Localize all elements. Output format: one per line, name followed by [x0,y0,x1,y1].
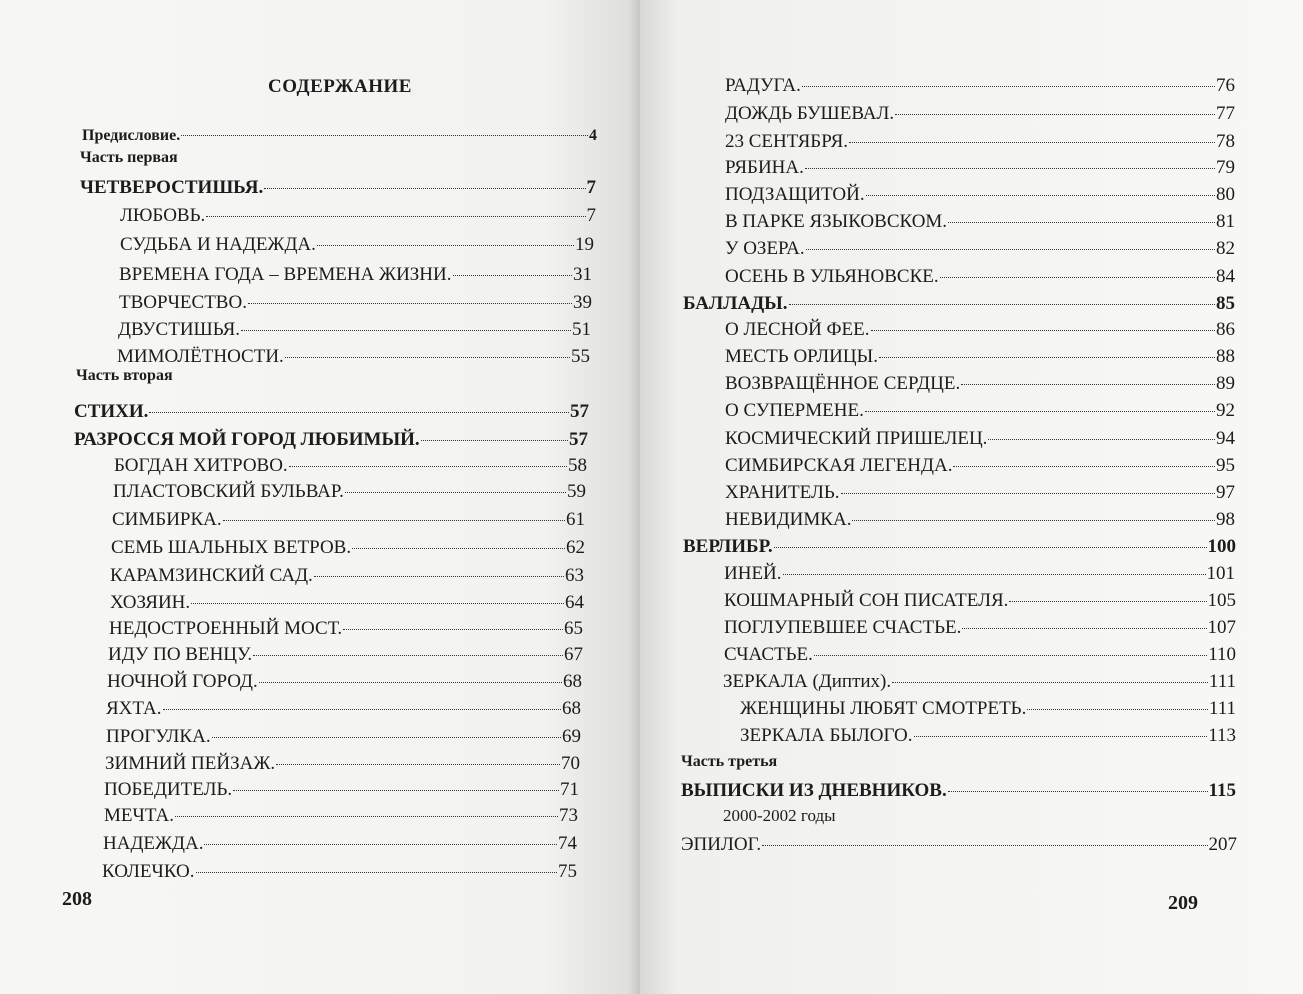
entry-title: ИДУ ПО ВЕНЦУ. [108,644,253,665]
entry-page-number: 84 [1216,266,1235,287]
entry-page-number: 101 [1206,563,1235,584]
toc-title: СОДЕРЖАНИЕ [268,76,412,97]
dot-leader [940,258,1215,278]
entry-page-number: 92 [1216,400,1235,421]
entry-page-number: 69 [562,726,581,747]
toc-entry [740,721,1236,747]
dot-leader [352,529,565,549]
entry-page-number: 7 [586,177,596,198]
dot-leader [802,67,1215,87]
toc-entry [681,830,1237,856]
entry-title: ЧЕТВЕРОСТИШЬЯ. [80,177,264,198]
entry-title: ЗЕРКАЛА БЫЛОГО. [740,725,913,746]
entry-title: ВОЗВРАЩЁННОЕ СЕРДЦЕ. [725,373,961,394]
entry-page-number: 110 [1208,644,1236,665]
dot-leader [241,311,571,331]
toc-entry [102,857,577,883]
dot-leader [948,772,1208,792]
entry-page-number: 61 [566,509,585,530]
entry-page-number: 76 [1216,75,1235,96]
entry-page-number: 113 [1208,725,1236,746]
dot-leader [914,717,1208,737]
dot-leader [1009,582,1206,602]
dot-leader [276,745,560,765]
entry-page-number: 95 [1216,455,1235,476]
entry-title: ВЕРЛИБР. [683,536,773,557]
dot-leader [181,116,588,136]
entry-page-number: 39 [573,292,592,313]
toc-subtitle: 2000-2002 годы [723,806,836,825]
entry-title: 23 СЕНТЯБРЯ. [725,131,849,152]
entry-page-number: 57 [570,401,589,422]
entry-title: ОСЕНЬ В УЛЬЯНОВСКЕ. [725,266,939,287]
entry-title: НАДЕЖДА. [103,833,204,854]
entry-title: СТИХИ. [74,401,149,422]
right-page [640,0,1303,994]
entry-page-number: 65 [564,618,583,639]
entry-page-number: 55 [571,346,590,367]
dot-leader [289,447,567,467]
entry-title: БОГДАН ХИТРОВО. [114,455,288,476]
toc-entry [120,201,596,227]
entry-page-number: 64 [565,592,584,613]
toc-entry [82,120,597,146]
entry-page-number: 97 [1216,482,1235,503]
entry-title: РЯБИНА. [725,157,804,178]
entry-page-number: 107 [1207,617,1236,638]
entry-title: ПРОГУЛКА. [106,726,211,747]
entry-title: СЧАСТЬЕ. [724,644,813,665]
dot-leader [849,123,1215,143]
entry-title: КОШМАРНЫЙ СОН ПИСАТЕЛЯ. [724,590,1009,611]
entry-page-number: 58 [568,455,587,476]
entry-title: ЗЕРКАЛА (Диптих). [723,671,892,692]
dot-leader [253,636,563,656]
toc-entry [725,234,1235,260]
toc-entry [117,342,590,368]
entry-page-number: 73 [559,805,578,826]
dot-leader [961,365,1215,385]
toc-entry [725,71,1235,97]
entry-page-number: 4 [589,127,597,144]
dot-leader [421,421,568,441]
entry-page-number: 59 [567,481,586,502]
entry-title: ДВУСТИШЬЯ. [118,319,241,340]
toc-entry [120,230,594,256]
dot-leader [196,853,558,873]
entry-title: ЖЕНЩИНЫ ЛЮБЯТ СМОТРЕТЬ. [740,698,1027,719]
dot-leader [248,284,572,304]
entry-title: ХРАНИТЕЛЬ. [725,482,840,503]
toc-entry [111,533,585,559]
entry-title: ПОДЗАЩИТОЙ. [725,184,865,205]
dot-leader [892,663,1208,683]
entry-page-number: 86 [1216,319,1235,340]
dot-leader [814,636,1207,656]
entry-title: ПОГЛУПЕВШЕЕ СЧАСТЬЕ. [724,617,962,638]
dot-leader [175,797,558,817]
dot-leader [453,256,573,276]
dot-leader [852,501,1215,521]
entry-title: ВРЕМЕНА ГОДА – ВРЕМЕНА ЖИЗНИ. [119,264,452,285]
entry-title: В ПАРКЕ ЯЗЫКОВСКОМ. [725,211,948,232]
entry-title: У ОЗЕРА. [725,238,805,259]
entry-page-number: 79 [1216,157,1235,178]
entry-page-number: 78 [1216,131,1235,152]
entry-title: НЕВИДИМКА. [725,509,852,530]
entry-title: ВЫПИСКИ ИЗ ДНЕВНИКОВ. [681,780,947,801]
dot-leader [285,338,570,358]
dot-leader [783,555,1206,575]
entry-title: ЯХТА. [106,698,162,719]
entry-title: СИМБИРКА. [112,509,222,530]
dot-leader [865,392,1215,412]
dot-leader [774,528,1207,548]
entry-title: ЛЮБОВЬ. [120,205,206,226]
entry-page-number: 71 [560,779,579,800]
entry-page-number: 57 [569,429,588,450]
toc-entry [681,776,1236,802]
entry-page-number: 63 [565,565,584,586]
entry-page-number: 67 [564,644,583,665]
entry-page-number: 31 [573,264,592,285]
entry-title: ХОЗЯИН. [110,592,191,613]
entry-page-number: 19 [575,234,594,255]
dot-leader [895,95,1215,115]
toc-entry [119,260,592,286]
dot-leader [212,718,561,738]
entry-page-number: 88 [1216,346,1235,367]
entry-page-number: 85 [1216,293,1235,314]
dot-leader [206,197,585,217]
entry-page-number: 75 [558,861,577,882]
dot-leader [317,226,574,246]
entry-title: РАЗРОССЯ МОЙ ГОРОД ЛЮБИМЫЙ. [74,429,420,450]
entry-page-number: 115 [1208,780,1236,801]
entry-page-number: 68 [563,671,582,692]
toc-entry [103,829,577,855]
entry-page-number: 89 [1216,373,1235,394]
dot-leader [879,338,1215,358]
dot-leader [988,420,1215,440]
entry-page-number: 77 [1216,103,1235,124]
dot-leader [806,230,1215,250]
toc-entry [112,505,585,531]
entry-page-number: 105 [1207,590,1236,611]
entry-title: МЕЧТА. [104,805,174,826]
entry-title: СЕМЬ ШАЛЬНЫХ ВЕТРОВ. [111,537,352,558]
toc-entry [106,694,581,720]
page-number: 208 [62,888,92,910]
dot-leader [343,610,563,630]
dot-leader [762,826,1207,846]
dot-leader [345,473,566,493]
dot-leader [962,609,1206,629]
entry-title: СУДЬБА И НАДЕЖДА. [120,234,316,255]
dot-leader [204,825,557,845]
section-heading: Часть вторая [76,367,173,384]
entry-title: КОСМИЧЕСКИЙ ПРИШЕЛЕЦ. [725,428,988,449]
entry-title: СИМБИРСКАЯ ЛЕГЕНДА. [725,455,953,476]
toc-entry [74,397,589,423]
entry-title: ПОБЕДИТЕЛЬ. [104,779,233,800]
section-heading: Часть первая [80,149,178,166]
toc-entry [113,477,586,503]
dot-leader [805,149,1215,169]
toc-entry [104,801,578,827]
entry-title: ТВОРЧЕСТВО. [119,292,247,313]
entry-title: МИМОЛЁТНОСТИ. [117,346,284,367]
dot-leader [1027,690,1208,710]
entry-page-number: 80 [1216,184,1235,205]
entry-page-number: 111 [1208,671,1236,692]
left-page [0,0,640,994]
entry-page-number: 94 [1216,428,1235,449]
dot-leader [223,501,565,521]
dot-leader [149,393,569,413]
entry-title: ДОЖДЬ БУШЕВАЛ. [725,103,895,124]
entry-page-number: 70 [561,753,580,774]
section-heading: Часть третья [681,753,778,770]
dot-leader [163,690,561,710]
entry-page-number: 100 [1207,536,1236,557]
entry-title: НОЧНОЙ ГОРОД. [107,671,258,692]
entry-title: МЕСТЬ ОРЛИЦЫ. [725,346,878,367]
dot-leader [314,557,564,577]
entry-page-number: 7 [586,205,596,226]
entry-title: КАРАМЗИНСКИЙ САД. [110,565,313,586]
entry-title: КОЛЕЧКО. [102,861,195,882]
entry-page-number: 81 [1216,211,1235,232]
entry-title: БАЛЛАДЫ. [683,293,788,314]
dot-leader [264,169,585,189]
page-number: 209 [1168,892,1198,914]
entry-title: О ЛЕСНОЙ ФЕЕ. [725,319,870,340]
toc-entry [725,396,1235,422]
dot-leader [191,584,564,604]
dot-leader [789,285,1215,305]
dot-leader [948,203,1215,223]
entry-title: ЭПИЛОГ. [681,834,762,855]
entry-page-number: 51 [572,319,591,340]
dot-leader [866,176,1215,196]
entry-title: ЗИМНИЙ ПЕЙЗАЖ. [105,753,276,774]
entry-title: Предисловие. [82,127,181,144]
dot-leader [953,447,1215,467]
entry-page-number: 74 [558,833,577,854]
entry-title: ИНЕЙ. [724,563,782,584]
toc-entry [725,99,1235,125]
dot-leader [871,311,1215,331]
entry-page-number: 207 [1208,834,1237,855]
entry-title: О СУПЕРМЕНЕ. [725,400,864,421]
entry-page-number: 62 [566,537,585,558]
entry-title: НЕДОСТРОЕННЫЙ МОСТ. [109,618,343,639]
entry-page-number: 98 [1216,509,1235,530]
entry-page-number: 111 [1208,698,1236,719]
entry-title: РАДУГА. [725,75,801,96]
entry-page-number: 68 [562,698,581,719]
entry-title: ПЛАСТОВСКИЙ БУЛЬВАР. [113,481,344,502]
dot-leader [233,771,559,791]
dot-leader [259,663,562,683]
toc-entry [80,173,596,199]
dot-leader [841,474,1215,494]
entry-page-number: 82 [1216,238,1235,259]
